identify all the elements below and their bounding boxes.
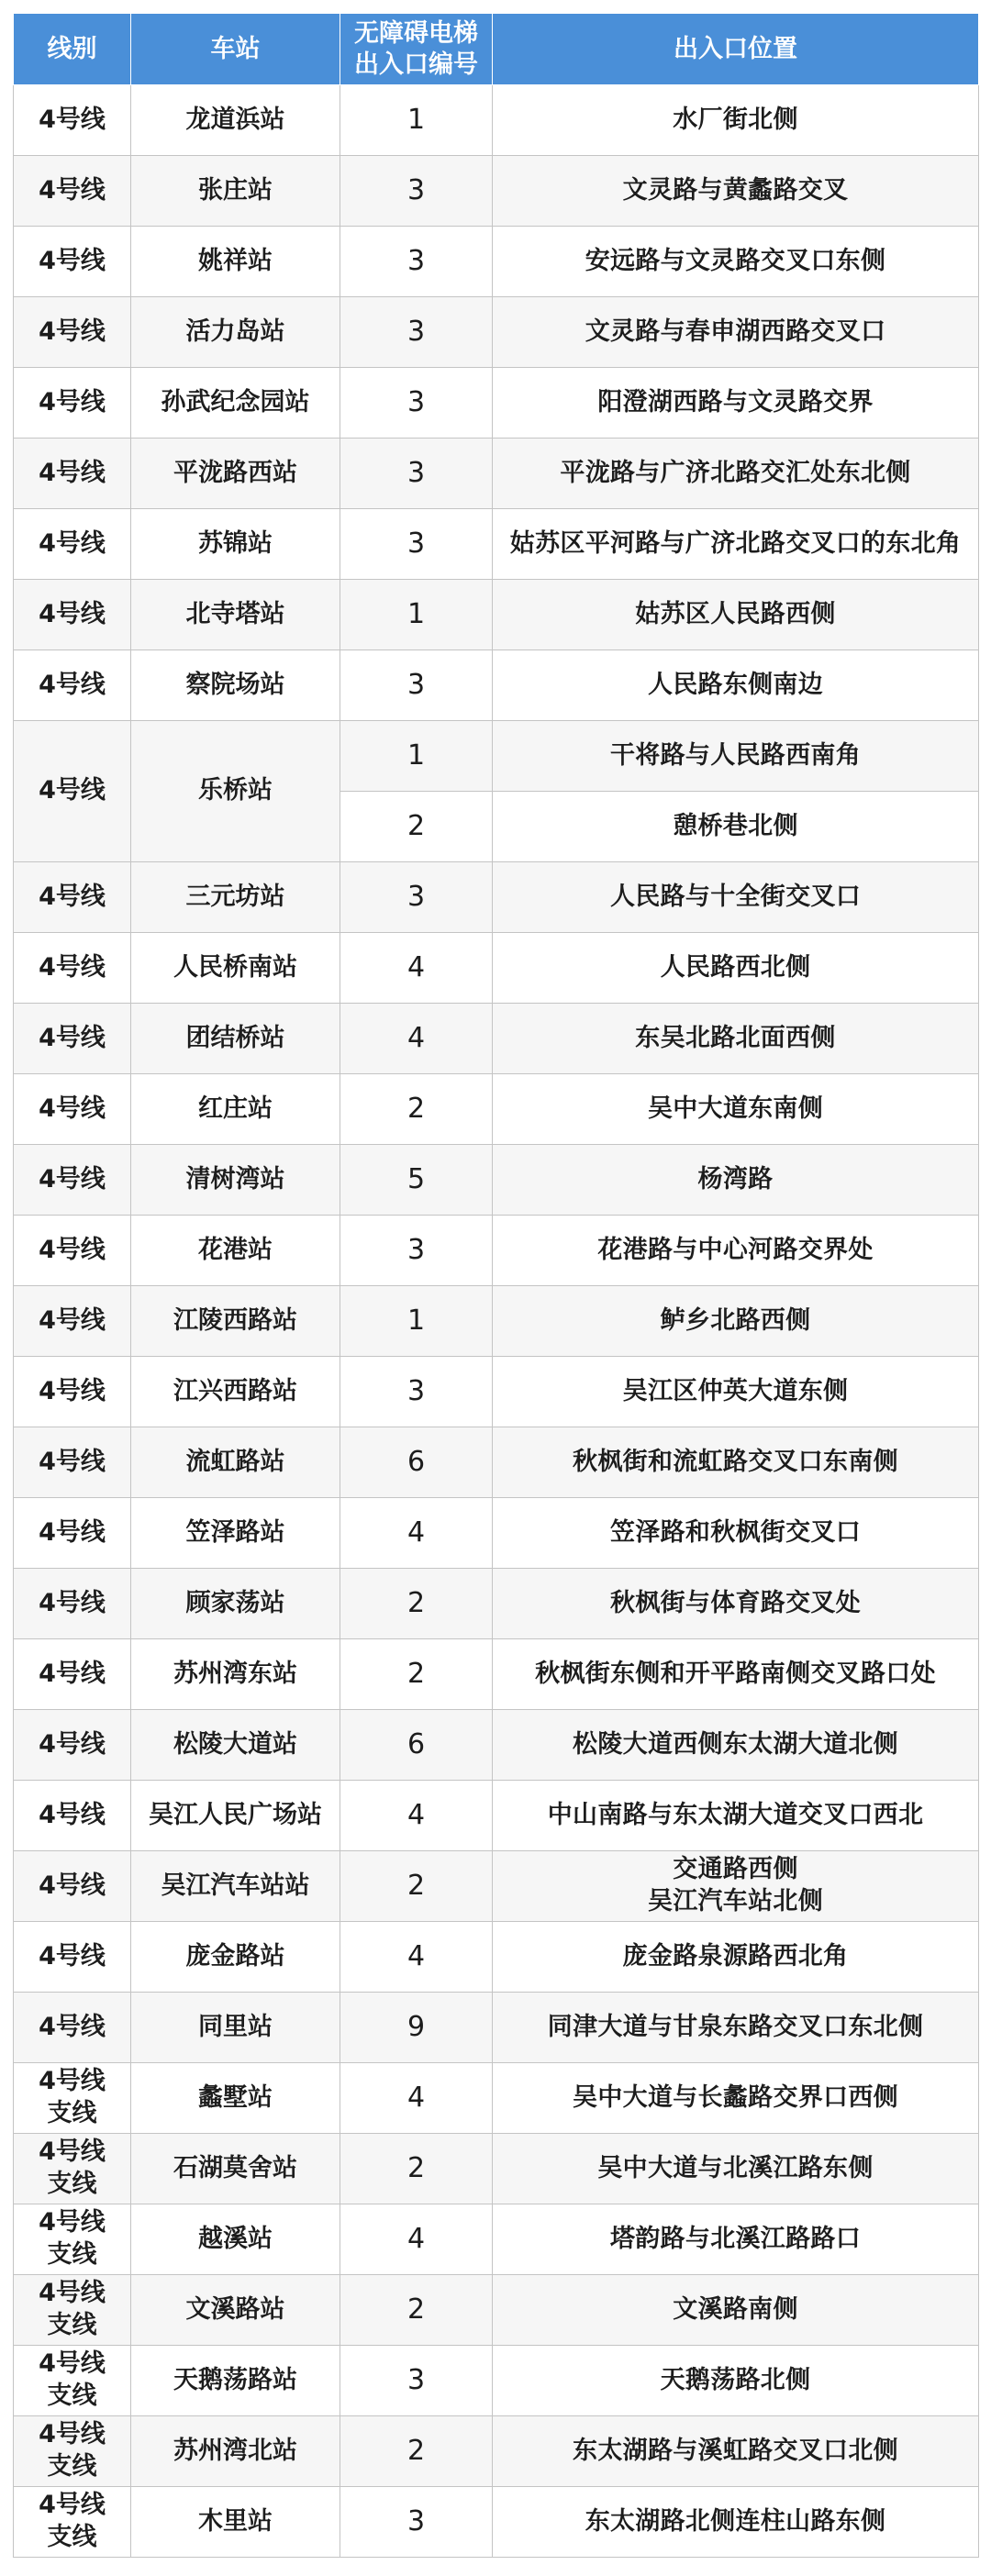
exit-location [493,1781,979,1851]
exit-number: 2 [340,2416,493,2487]
exit-location-text: 秋枫街和流虹路交叉口东南侧 [573,1447,898,1476]
exit-location [493,1993,979,2063]
table-row [14,580,979,650]
exit-location [493,792,979,862]
station-name: 团结桥站 [131,1004,340,1074]
line-cell [14,509,131,580]
exit-number: 6 [340,1710,493,1781]
exit-location-text: 塔韵路与北溪江路路口 [610,2224,861,2253]
line-name: 4号线 [39,1517,106,1547]
station-name: 人民桥南站 [131,933,340,1004]
exit-location-text: 同津大道与甘泉东路交叉口东北侧 [547,2012,924,2041]
station-name: 北寺塔站 [131,580,340,650]
line-branch-label: 支线 [47,2523,97,2551]
table-row [14,1286,979,1357]
line-cell [14,721,131,862]
line-cell [14,1710,131,1781]
line-cell [14,368,131,439]
line-cell [14,1922,131,1993]
exit-location [493,2416,979,2487]
table-row [14,156,979,227]
exit-number: 2 [340,1569,493,1639]
header-exit-number-line2: 出入口编号 [354,50,478,79]
line-cell [14,1145,131,1216]
exit-number: 3 [340,1357,493,1427]
exit-number: 4 [340,2063,493,2134]
exit-location [493,1922,979,1993]
line-cell [14,1427,131,1498]
exit-location-text: 花港路与中心河路交界处 [597,1235,874,1264]
table-row [14,1710,979,1781]
header-exit-number [340,14,493,85]
line-branch-label: 支线 [47,2311,97,2339]
station-name: 清树湾站 [131,1145,340,1216]
station-name: 笠泽路站 [131,1498,340,1569]
exit-location-text: 姑苏区人民路西侧 [635,599,836,628]
station-name: 孙武纪念园站 [131,368,340,439]
station-name: 姚祥站 [131,227,340,297]
table-row [14,297,979,368]
exit-number: 9 [340,1993,493,2063]
station-name: 越溪站 [131,2204,340,2275]
exit-location-text: 吴江区仲英大道东侧 [622,1376,849,1405]
station-name: 松陵大道站 [131,1710,340,1781]
exit-location [493,1145,979,1216]
station-name: 江陵西路站 [131,1286,340,1357]
table-row [14,1569,979,1639]
line-name: 4号线 [39,1447,106,1476]
exit-location-text: 吴中大道东南侧 [647,1094,824,1123]
exit-location [493,721,979,792]
line-cell [14,1074,131,1145]
exit-number: 3 [340,509,493,580]
exit-number: 1 [340,580,493,650]
exit-location [493,933,979,1004]
line-cell [14,2204,131,2275]
line-cell [14,580,131,650]
exit-location [493,2346,979,2416]
station-name: 乐桥站 [131,721,340,862]
station-name: 吴江人民广场站 [131,1781,340,1851]
exit-location-text: 庞金路泉源路西北角 [622,1941,849,1971]
line-cell [14,933,131,1004]
table-row [14,227,979,297]
table-row [14,509,979,580]
line-cell [14,1639,131,1710]
table-row [14,2275,979,2346]
line-branch-label: 支线 [47,2382,97,2410]
exit-location-text: 平泷路与广济北路交汇处东北侧 [560,458,911,487]
table-row [14,1993,979,2063]
accessible-elevator-exit-table [13,13,979,2558]
exit-location [493,1851,979,1922]
line-name: 4号线 [39,175,106,205]
station-name: 红庄站 [131,1074,340,1145]
line-name: 4号线 [39,2067,106,2096]
line-name: 4号线 [39,1235,106,1264]
station-name: 蠡墅站 [131,2063,340,2134]
station-name: 察院场站 [131,650,340,721]
line-cell [14,439,131,509]
line-cell [14,862,131,933]
exit-location [493,2275,979,2346]
line-name: 4号线 [39,1871,106,1900]
exit-location [493,1427,979,1498]
table-row [14,1639,979,1710]
exit-location-text: 东吴北路北面西侧 [635,1023,836,1052]
exit-location-text: 中山南路与东太湖大道交叉口西北 [547,1800,924,1829]
exit-location-text: 人民路与十全街交叉口 [610,882,861,911]
line-name: 4号线 [39,599,106,628]
exit-location-text: 文灵路与春申湖西路交叉口 [585,316,886,346]
exit-number: 1 [340,721,493,792]
line-cell [14,1569,131,1639]
line-name: 4号线 [39,882,106,911]
station-name: 苏州湾东站 [131,1639,340,1710]
line-name: 4号线 [39,316,106,346]
exit-number: 4 [340,1004,493,1074]
exit-location-text: 鲈乡北路西侧 [660,1305,811,1335]
station-name: 吴江汽车站站 [131,1851,340,1922]
station-name: 活力岛站 [131,297,340,368]
exit-number: 3 [340,439,493,509]
exit-location [493,2063,979,2134]
line-branch-label: 支线 [47,2099,97,2127]
table-row [14,721,979,792]
exit-number: 2 [340,1074,493,1145]
exit-location-text: 杨湾路 [697,1164,774,1194]
line-name: 4号线 [39,1941,106,1971]
line-cell [14,2134,131,2204]
exit-location [493,297,979,368]
exit-number: 4 [340,1922,493,1993]
exit-location-text: 姑苏区平河路与广济北路交叉口的东北角 [509,528,962,558]
table-row [14,85,979,156]
line-name: 4号线 [39,1305,106,1335]
exit-number: 5 [340,1145,493,1216]
exit-location-text: 安远路与文灵路交叉口东侧 [585,246,886,275]
exit-location [493,2204,979,2275]
line-name: 4号线 [39,1588,106,1617]
table-row [14,439,979,509]
line-name: 4号线 [39,776,106,805]
line-cell [14,1216,131,1286]
exit-location [493,1498,979,1569]
exit-number: 2 [340,1639,493,1710]
table-row [14,368,979,439]
line-name: 4号线 [39,105,106,134]
table-row [14,1145,979,1216]
exit-location-text: 秋枫街东侧和开平路南侧交叉路口处 [535,1659,936,1688]
exit-location-text: 秋枫街与体育路交叉处 [610,1588,861,1617]
exit-location [493,85,979,156]
line-name: 4号线 [39,2012,106,2041]
station-name: 苏锦站 [131,509,340,580]
table-row [14,2204,979,2275]
station-name: 龙道浜站 [131,85,340,156]
line-cell [14,227,131,297]
exit-location [493,1286,979,1357]
table-row [14,1781,979,1851]
exit-location-text: 吴中大道与长蠡路交界口西侧 [573,2082,898,2112]
line-branch-label: 支线 [47,2452,97,2481]
line-cell [14,297,131,368]
exit-location-text: 交通路西侧 [673,1855,798,1884]
exit-number: 3 [340,862,493,933]
table-row [14,2487,979,2558]
station-name: 顾家荡站 [131,1569,340,1639]
exit-location [493,1639,979,1710]
line-cell [14,650,131,721]
header-exit-number-line1: 无障碍电梯 [354,18,478,48]
exit-location-text: 憩桥巷北侧 [673,811,798,840]
station-name: 庞金路站 [131,1922,340,1993]
line-cell [14,2275,131,2346]
exit-number: 2 [340,1851,493,1922]
exit-location [493,439,979,509]
table-row [14,862,979,933]
exit-number: 3 [340,650,493,721]
line-cell [14,2346,131,2416]
station-name: 木里站 [131,2487,340,2558]
exit-location-text: 吴中大道与北溪江路东侧 [597,2153,874,2182]
line-cell [14,85,131,156]
station-name: 江兴西路站 [131,1357,340,1427]
table-row [14,2346,979,2416]
station-name: 石湖莫舍站 [131,2134,340,2204]
exit-location-text-line2: 吴江汽车站北侧 [647,1887,824,1915]
line-name: 4号线 [39,1164,106,1194]
header-location: 出入口位置 [493,14,979,85]
exit-location [493,509,979,580]
station-exit-table-container [13,13,978,2558]
exit-number: 4 [340,1781,493,1851]
exit-number: 4 [340,1498,493,1569]
exit-location [493,2487,979,2558]
table-row [14,933,979,1004]
line-name: 4号线 [39,1023,106,1052]
exit-location [493,650,979,721]
table-row [14,650,979,721]
exit-number: 2 [340,792,493,862]
station-name: 流虹路站 [131,1427,340,1498]
exit-location-text: 人民路西北侧 [660,952,811,982]
exit-location [493,1004,979,1074]
exit-location [493,862,979,933]
station-name: 天鹅荡路站 [131,2346,340,2416]
line-cell [14,2063,131,2134]
line-cell [14,1286,131,1357]
exit-location-text: 松陵大道西侧东太湖大道北侧 [573,1729,898,1759]
table-row [14,1216,979,1286]
line-cell [14,156,131,227]
table-row [14,2134,979,2204]
line-branch-label: 支线 [47,2170,97,2198]
line-cell [14,1781,131,1851]
line-name: 4号线 [39,2279,106,2308]
exit-location [493,368,979,439]
line-cell [14,2487,131,2558]
exit-location [493,227,979,297]
line-name: 4号线 [39,1729,106,1759]
exit-number: 4 [340,2204,493,2275]
exit-location-text: 水厂街北侧 [673,105,798,134]
table-header-row [14,14,979,85]
exit-location-text: 天鹅荡路北侧 [660,2365,811,2394]
table-row [14,2416,979,2487]
table-row [14,2063,979,2134]
exit-location [493,1357,979,1427]
station-name: 苏州湾北站 [131,2416,340,2487]
table-row [14,1922,979,1993]
line-cell [14,1357,131,1427]
exit-location [493,1074,979,1145]
exit-number: 3 [340,2487,493,2558]
station-name: 文溪路站 [131,2275,340,2346]
exit-number: 6 [340,1427,493,1498]
exit-number: 1 [340,1286,493,1357]
line-name: 4号线 [39,387,106,416]
line-name: 4号线 [39,2137,106,2167]
line-name: 4号线 [39,458,106,487]
line-cell [14,2416,131,2487]
line-cell [14,1004,131,1074]
line-name: 4号线 [39,1376,106,1405]
exit-location-text: 东太湖路与溪虹路交叉口北侧 [573,2436,898,2465]
exit-location-text: 文灵路与黄蠡路交叉 [622,175,849,205]
table-row [14,1357,979,1427]
station-name: 三元坊站 [131,862,340,933]
exit-location [493,580,979,650]
exit-number: 3 [340,2346,493,2416]
line-name: 4号线 [39,2420,106,2449]
exit-location-text: 干将路与人民路西南角 [610,740,861,770]
exit-location [493,1569,979,1639]
exit-number: 3 [340,156,493,227]
exit-location [493,2134,979,2204]
line-branch-label: 支线 [47,2240,97,2269]
line-name: 4号线 [39,528,106,558]
table-body [14,85,979,2558]
exit-number: 3 [340,297,493,368]
line-name: 4号线 [39,952,106,982]
line-cell [14,1498,131,1569]
exit-number: 1 [340,85,493,156]
header-line: 线别 [14,14,131,85]
station-name: 同里站 [131,1993,340,2063]
header-station: 车站 [131,14,340,85]
exit-location-text: 阳澄湖西路与文灵路交界 [597,387,874,416]
line-name: 4号线 [39,670,106,699]
line-name: 4号线 [39,2208,106,2237]
table-row [14,1004,979,1074]
exit-number: 3 [340,227,493,297]
exit-number: 3 [340,1216,493,1286]
table-row [14,1498,979,1569]
line-name: 4号线 [39,2349,106,2379]
station-name: 平泷路西站 [131,439,340,509]
exit-location-text: 东太湖路北侧连柱山路东侧 [585,2506,886,2536]
station-name: 张庄站 [131,156,340,227]
exit-number: 2 [340,2134,493,2204]
exit-location-text: 文溪路南侧 [673,2294,798,2324]
table-row [14,1851,979,1922]
exit-location [493,156,979,227]
exit-location [493,1710,979,1781]
station-name: 花港站 [131,1216,340,1286]
exit-number: 4 [340,933,493,1004]
exit-number: 2 [340,2275,493,2346]
exit-location-text: 人民路东侧南边 [647,670,824,699]
table-row [14,1427,979,1498]
line-name: 4号线 [39,1659,106,1688]
exit-location [493,1216,979,1286]
line-cell [14,1851,131,1922]
exit-location-text: 笠泽路和秋枫街交叉口 [610,1517,861,1547]
exit-number: 3 [340,368,493,439]
line-name: 4号线 [39,2491,106,2520]
line-name: 4号线 [39,246,106,275]
line-name: 4号线 [39,1094,106,1123]
line-cell [14,1993,131,2063]
line-name: 4号线 [39,1800,106,1829]
table-row [14,1074,979,1145]
